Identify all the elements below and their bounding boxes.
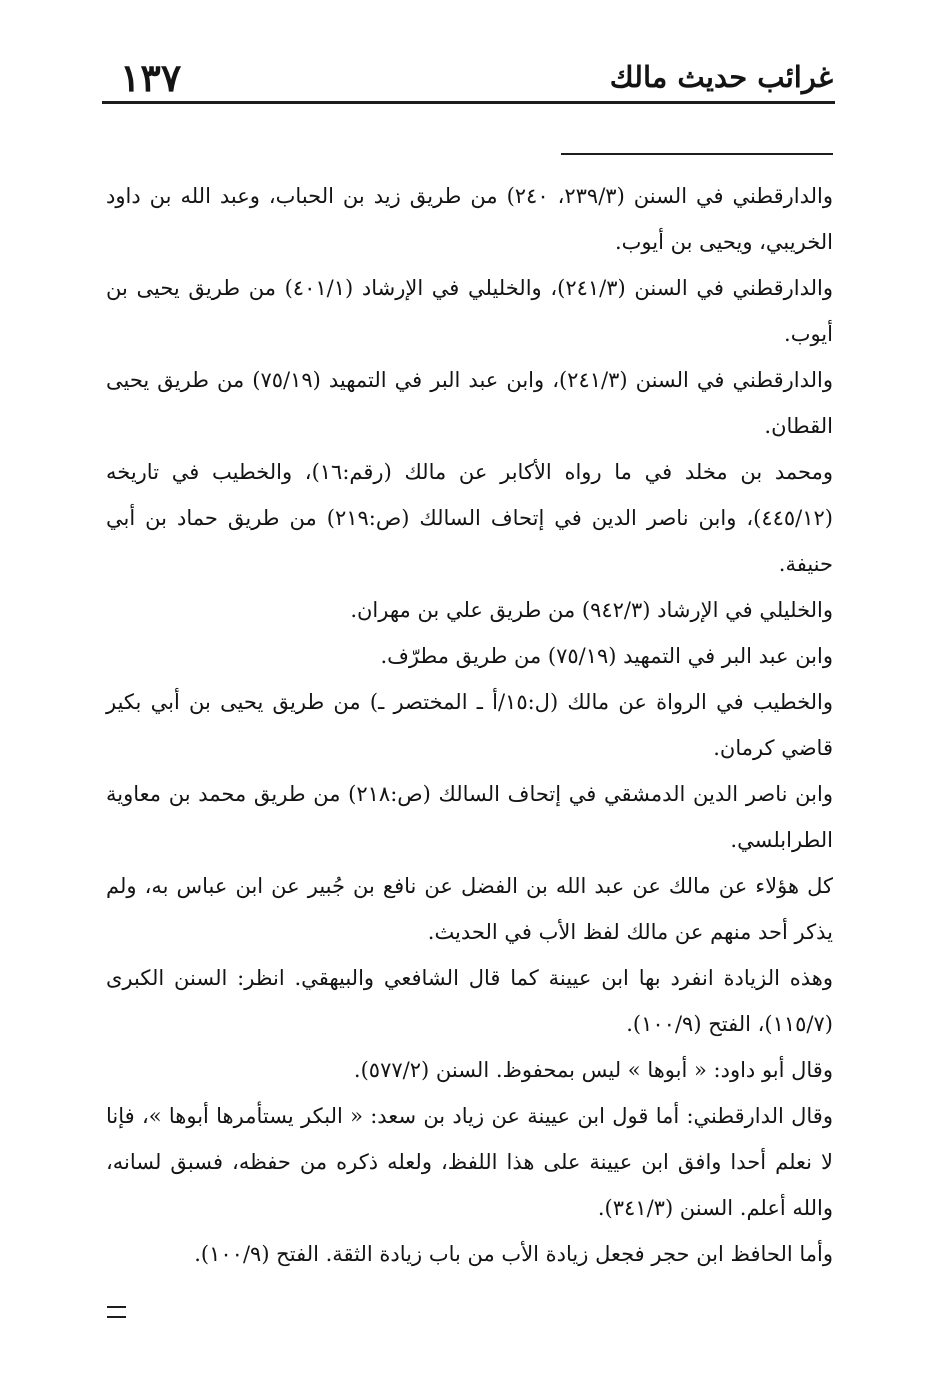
continuation-mark (107, 1306, 126, 1318)
paragraph-8: وابن ناصر الدين الدمشقي في إتحاف السالك (ص:٢١٨) من طريق محمد بن معاوية الطرابلسي. (106, 782, 833, 852)
paragraph-7: والخطيب في الرواة عن مالك (ل:١٥/أ ـ المختصر ـ) من طريق يحيى بن أبي بكير قاضي كرمان. (106, 690, 833, 760)
running-title: غرائب حديث مالك (609, 60, 833, 94)
paragraph-5: والخليلي في الإرشاد (٩٤٢/٣) من طريق علي بن مهران. (350, 598, 833, 622)
paragraph-4: ومحمد بن مخلد في ما رواه الأكابر عن مالك (رقم:١٦)، والخطيب في تاريخه (٤٤٥/١٢)، وابن ناصر الدين في إتحاف السالك (ص:٢١٩) من طريق حماد بن أبي حنيفة. (106, 460, 833, 576)
paragraph-6: وابن عبد البر في التمهيد (٧٥/١٩) من طريق مطرّف. (380, 644, 833, 668)
footnote-text (106, 173, 833, 1277)
paragraph-12: وقال الدارقطني: أما قول ابن عيينة عن زياد بن سعد: « البكر يستأمرها أبوها »، فإنا لا نعلم أحدا وافق ابن عيينة على هذا اللفظ، ولعله ذكره من حفظه، فسبق لسانه، والله أعلم. السنن (٣٤١/٣). (106, 1104, 833, 1220)
header-divider (102, 101, 835, 104)
footnote-divider (561, 153, 833, 155)
paragraph-11: وقال أبو داود: « أبوها » ليس بمحفوظ. السنن (٥٧٧/٢). (353, 1058, 833, 1082)
paragraph-10: وهذه الزيادة انفرد بها ابن عيينة كما قال الشافعي والبيهقي. انظر: السنن الكبرى (١١٥/٧)، الفتح (١٠٠/٩). (106, 966, 833, 1036)
paragraph-9: كل هؤلاء عن مالك عن عبد الله بن الفضل عن نافع بن جُبير عن ابن عباس به، ولم يذكر أحد منهم عن مالك لفظ الأب في الحديث. (106, 874, 833, 944)
paragraph-13: وأما الحافظ ابن حجر فجعل زيادة الأب من باب زيادة الثقة. الفتح (١٠٠/٩). (194, 1242, 833, 1266)
paragraph-2: والدارقطني في السنن (٢٤١/٣)، والخليلي في الإرشاد (٤٠١/١) من طريق يحيى بن أيوب. (106, 276, 833, 346)
paragraph-3: والدارقطني في السنن (٢٤١/٣)، وابن عبد البر في التمهيد (٧٥/١٩) من طريق يحيى القطان. (106, 368, 833, 438)
page-number: ١٣٧ (120, 55, 182, 100)
paragraph-1: والدارقطني في السنن (٢٣٩/٣، ٢٤٠) من طريق زيد بن الحباب، وعبد الله بن داود الخريبي، ويحيى بن أيوب. (106, 184, 834, 254)
